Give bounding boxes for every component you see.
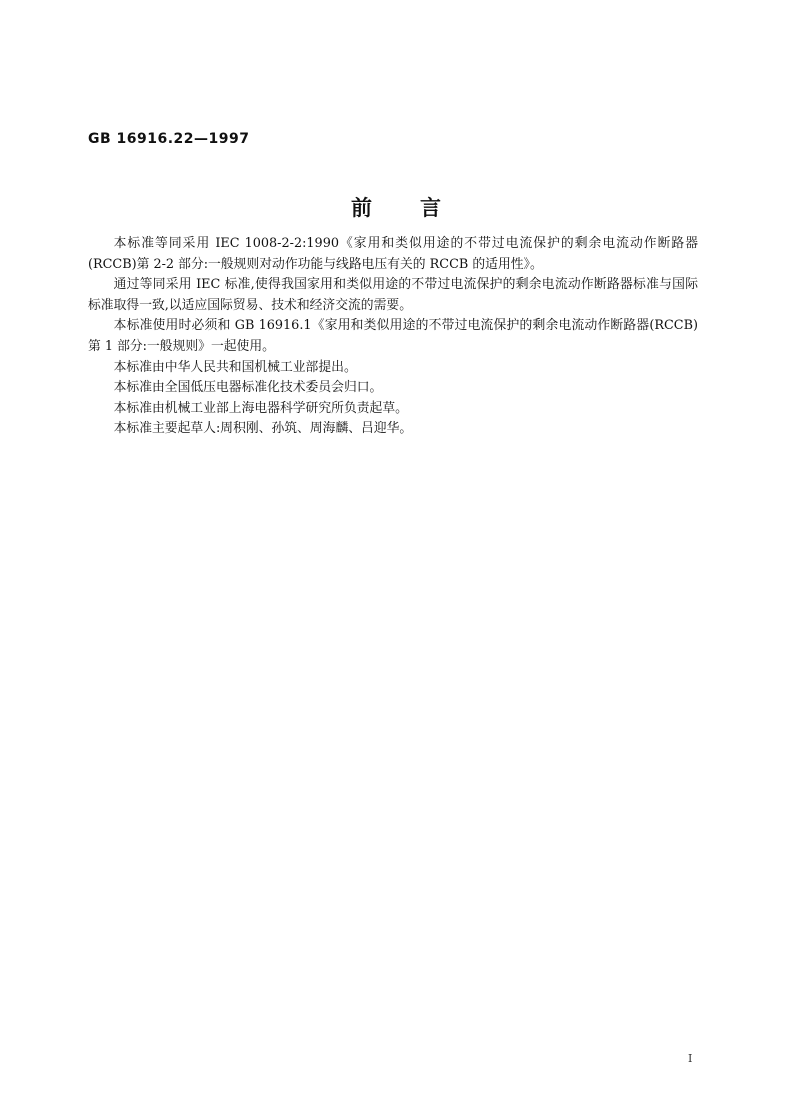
- page-number: I: [688, 1052, 693, 1065]
- foreword-body: [88, 234, 698, 440]
- page-title: 前言: [351, 196, 489, 220]
- paragraph-proposer: 本标准由中华人民共和国机械工业部提出。: [113, 359, 357, 375]
- paragraph-drafters: 本标准主要起草人:周积刚、孙筑、周海麟、吕迎华。: [113, 421, 413, 437]
- paragraph-drafting-unit: 本标准由机械工业部上海电器科学研究所负责起草。: [113, 400, 408, 416]
- paragraph-purpose: 通过等同采用 IEC 标准,使得我国家用和类似用途的不带过电流保护的剩余电流动作断路器标准与国际标准取得一致,以适应国际贸易、技术和经济交流的需要。: [88, 277, 698, 313]
- paragraph-usage: 本标准使用时必须和 GB 16916.1《家用和类似用途的不带过电流保护的剩余电流动作断路器(RCCB)第 1 部分:一般规则》一起使用。: [88, 318, 698, 354]
- standard-number: GB 16916.22—1997: [88, 131, 250, 147]
- paragraph-adoption: 本标准等同采用 IEC 1008-2-2:1990《家用和类似用途的不带过电流保护的剩余电流动作断路器(RCCB)第 2-2 部分:一般规则对动作功能与线路电压有关的 RCCB 的适用性》。: [88, 236, 698, 272]
- paragraph-committee: 本标准由全国低压电器标准化技术委员会归口。: [113, 380, 383, 396]
